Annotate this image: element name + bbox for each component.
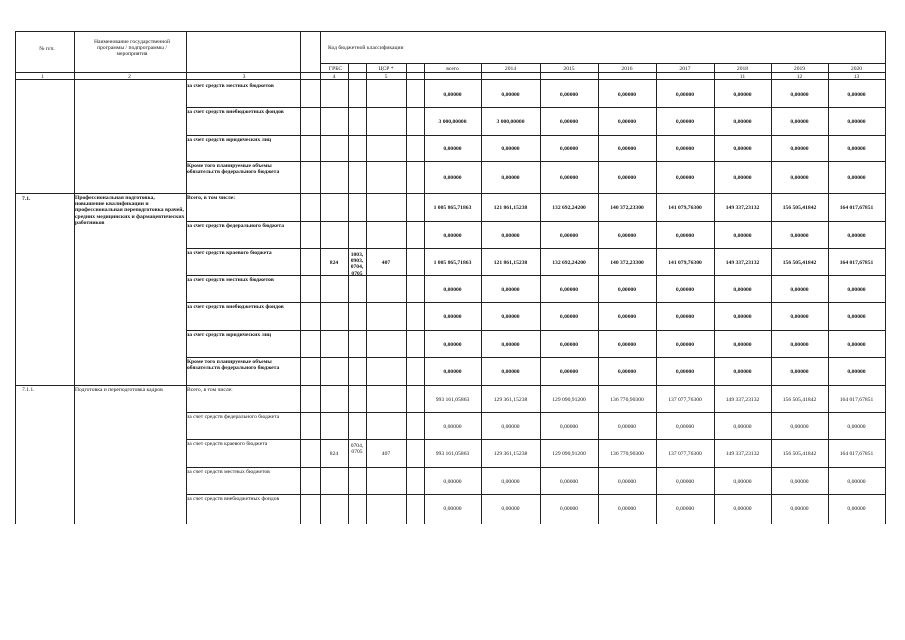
col-border-year (598, 63, 599, 524)
row-year-value: 0,00000 (501, 175, 520, 181)
row-year-value: 0,00000 (847, 506, 866, 512)
row-description: за счет средств краевого бюджета (187, 250, 272, 256)
row-year-value: 0,00000 (847, 287, 866, 293)
row-year-value: 0,00000 (790, 119, 809, 125)
row-year-value: 164 017,67851 (839, 451, 874, 457)
row-description: за счет средств юридических лиц (187, 137, 272, 143)
header-num: № п/п. (39, 46, 55, 52)
row-year-value: 0,00000 (733, 479, 752, 485)
row-total: 3 000,00000 (438, 119, 467, 125)
row-year-value: 0,00000 (847, 119, 866, 125)
row-separator (186, 357, 885, 358)
row-year-value: 0,00000 (847, 369, 866, 375)
row-year-value: 0,00000 (501, 287, 520, 293)
row-year-value: 0,00000 (847, 342, 866, 348)
row-year-value: 0,00000 (847, 479, 866, 485)
row-year-value: 121 861,15238 (493, 205, 528, 211)
row-year-value: 0,00000 (733, 92, 752, 98)
row-year-value: 0,00000 (559, 369, 579, 375)
row-year-value: 0,00000 (733, 424, 752, 430)
row-year-value: 0,00000 (559, 424, 579, 430)
col-border-code (348, 63, 349, 524)
row-rzpr: 1003, 0903, 0704, 0705 (350, 252, 364, 277)
row-year-value: 149 337,23132 (725, 205, 760, 211)
row-grbs: 824 (329, 451, 339, 457)
row-year-value: 149 337,23132 (725, 260, 760, 266)
row-year-value: 164 017,67851 (839, 397, 874, 403)
header-year-2014: 2014 (504, 66, 517, 72)
row-year-value: 0,00000 (559, 146, 579, 152)
row-total: 0,00000 (443, 369, 462, 375)
row-year-value: 0,00000 (559, 479, 579, 485)
row-total: 0,00000 (443, 342, 462, 348)
row-year-value: 0,00000 (675, 146, 695, 152)
row-year-value: 0,00000 (617, 369, 637, 375)
colnum-5: 5 (384, 74, 388, 80)
row-separator (186, 275, 885, 276)
row-year-value: 0,00000 (675, 287, 695, 293)
col-border-year (481, 63, 482, 524)
col-border-4 (300, 31, 301, 524)
row-year-value: 0,00000 (501, 92, 520, 98)
row-year-value: 0,00000 (617, 233, 637, 239)
row-year-value: 0,00000 (559, 287, 579, 293)
row-separator (15, 193, 885, 194)
row-year-value: 132 692,24200 (552, 205, 586, 211)
header-year-2018: 2018 (736, 66, 749, 72)
colnum-12: 12 (796, 74, 803, 80)
row-year-value: 0,00000 (559, 233, 579, 239)
row-year-value: 132 692,24200 (552, 260, 586, 266)
row-year-value: 3 000,00000 (496, 119, 525, 125)
row-year-value: 164 017,67851 (839, 205, 874, 211)
row-total: 0,00000 (443, 506, 462, 512)
row-description: Кроме того планируемые объемы обязательств федерального бюджета (187, 359, 280, 372)
row-year-value: 0,00000 (790, 479, 809, 485)
col-border-code (366, 63, 367, 524)
row-csr: 407 (381, 260, 391, 266)
row-separator (186, 439, 885, 440)
col-border-year (828, 63, 829, 524)
row-separator (186, 221, 885, 222)
row-year-value: 0,00000 (617, 92, 637, 98)
row-year-value: 0,00000 (559, 506, 579, 512)
row-year-value: 0,00000 (675, 233, 695, 239)
col-border-year (771, 63, 772, 524)
row-total: 993 161,05863 (435, 397, 470, 403)
row-year-value: 0,00000 (847, 175, 866, 181)
row-separator (186, 135, 885, 136)
row-year-value: 141 079,76300 (668, 260, 702, 266)
row-year-value: 0,00000 (847, 92, 866, 98)
row-year-value: 0,00000 (617, 314, 637, 320)
row-year-value: 0,00000 (733, 175, 752, 181)
row-year-value: 136 770,90300 (610, 397, 644, 403)
row-year-value: 0,00000 (501, 233, 520, 239)
row-year-value: 0,00000 (790, 146, 809, 152)
row-separator (186, 302, 885, 303)
row-total: 0,00000 (443, 314, 462, 320)
row-year-value: 0,00000 (501, 369, 520, 375)
row-year-value: 0,00000 (675, 424, 695, 430)
row-total: 1 005 865,71863 (433, 205, 472, 211)
row-year-value: 0,00000 (501, 479, 520, 485)
row-year-value: 0,00000 (675, 92, 695, 98)
row-year-value: 129 361,15238 (493, 397, 528, 403)
row-year-value: 0,00000 (733, 342, 752, 348)
row-total: 993 161,05863 (435, 451, 470, 457)
row-year-value: 0,00000 (559, 342, 579, 348)
row-year-value: 0,00000 (559, 314, 579, 320)
row-year-value: 149 337,23132 (725, 397, 760, 403)
row-description: за счет средств внебюджетных фондов (187, 496, 280, 502)
row-total: 0,00000 (443, 175, 462, 181)
row-csr: 407 (381, 451, 391, 457)
row-year-value: 0,00000 (617, 175, 637, 181)
row-year-value: 156 505,41842 (782, 451, 817, 457)
row-description: за счет средств местных бюджетов (187, 83, 274, 89)
header-year-2017: 2017 (679, 66, 691, 72)
row-year-value: 156 505,41842 (782, 260, 817, 266)
row-description: Всего, в том числе: (187, 195, 236, 201)
header-year-2019: 2019 (793, 66, 806, 72)
row-grbs: 824 (329, 260, 339, 266)
col-border-year (540, 63, 541, 524)
row-year-value: 0,00000 (733, 146, 752, 152)
row-year-value: 140 372,23300 (610, 260, 644, 266)
row-year-value: 164 017,67851 (839, 260, 874, 266)
header-year-2015: 2015 (563, 66, 575, 72)
row-separator (186, 467, 885, 468)
row-total: 0,00000 (443, 92, 462, 98)
row-year-value: 0,00000 (790, 175, 809, 181)
row-separator (186, 412, 885, 413)
colnum-13: 13 (853, 74, 860, 80)
colnum-4: 4 (332, 74, 336, 80)
row-year-value: 0,00000 (847, 233, 866, 239)
row-year-value: 0,00000 (675, 175, 695, 181)
row-year-value: 0,00000 (501, 314, 520, 320)
row-total: 0,00000 (443, 479, 462, 485)
col-border-year (714, 63, 715, 524)
row-year-value: 129 361,15238 (493, 451, 528, 457)
row-rzpr: 0704, 0705 (350, 443, 364, 456)
row-total: 0,00000 (443, 424, 462, 430)
colnum-11: 11 (739, 74, 746, 80)
row-year-value: 0,00000 (501, 506, 520, 512)
row-separator (186, 248, 885, 249)
row-separator (15, 385, 885, 386)
header-code-title: Код бюджетной классификации (328, 45, 404, 51)
row-year-value: 0,00000 (790, 287, 809, 293)
col-border-code (406, 63, 407, 524)
row-year-value: 0,00000 (847, 424, 866, 430)
row-year-value: 0,00000 (675, 314, 695, 320)
row-year-value: 0,00000 (733, 314, 752, 320)
table-top-border (15, 31, 885, 32)
row-description: за счет средств местных бюджетов (187, 469, 270, 475)
row-year-value: 129 090,91200 (552, 451, 586, 457)
group-num-7-1-1: 7.1.1. (22, 387, 35, 393)
row-total: 0,00000 (443, 146, 462, 152)
row-year-value: 0,00000 (790, 233, 809, 239)
row-year-value: 0,00000 (675, 506, 695, 512)
header-grbs: ГРБС (328, 66, 343, 72)
row-year-value: 0,00000 (617, 506, 637, 512)
row-year-value: 0,00000 (617, 424, 637, 430)
row-total: 0,00000 (443, 233, 462, 239)
row-year-value: 136 770,90300 (610, 451, 644, 457)
row-separator (186, 330, 885, 331)
col-border-5 (320, 31, 321, 524)
header-name: Наименование государственной программы / подпрограммы / мероприятия (93, 39, 171, 58)
subheader-line (320, 63, 885, 64)
row-description: Всего, в том числе: (187, 387, 233, 393)
row-year-value: 0,00000 (675, 342, 695, 348)
row-description: за счет средств краевого бюджета (187, 441, 268, 447)
row-separator (186, 107, 885, 108)
col-border-total (424, 63, 425, 524)
row-total: 1 005 865,71863 (433, 260, 472, 266)
row-year-value: 0,00000 (617, 287, 637, 293)
row-year-value: 0,00000 (617, 146, 637, 152)
row-year-value: 121 861,15238 (493, 260, 528, 266)
header-bottom-line (15, 72, 885, 73)
row-year-value: 0,00000 (501, 342, 520, 348)
row-year-value: 156 505,41842 (782, 397, 817, 403)
row-year-value: 156 505,41842 (782, 205, 817, 211)
row-description: за счет средств местных бюджетов (187, 277, 274, 283)
row-year-value: 0,00000 (733, 369, 752, 375)
row-year-value: 0,00000 (675, 479, 695, 485)
col-border-3 (186, 31, 187, 524)
col-border-2 (74, 31, 75, 524)
row-year-value: 0,00000 (617, 342, 637, 348)
row-year-value: 0,00000 (790, 369, 809, 375)
colnum-1: 1 (41, 74, 44, 80)
row-year-value: 0,00000 (790, 424, 809, 430)
row-year-value: 0,00000 (847, 314, 866, 320)
row-year-value: 0,00000 (559, 92, 579, 98)
row-year-value: 0,00000 (733, 119, 752, 125)
row-description: за счет средств внебюджетных фондов (187, 109, 284, 115)
row-year-value: 0,00000 (675, 369, 695, 375)
group-name-7-1-1: Подготовка и переподготовка кадров (75, 387, 163, 393)
header-total: всего (446, 66, 459, 72)
row-year-value: 149 337,23132 (725, 451, 760, 457)
header-year-2016: 2016 (621, 66, 633, 72)
row-description: за счет средств федерального бюджета (187, 414, 280, 420)
row-year-value: 0,00000 (790, 342, 809, 348)
row-separator (186, 494, 885, 495)
col-border-year (656, 63, 657, 524)
colnum-bottom-line (15, 79, 885, 80)
row-year-value: 0,00000 (617, 119, 637, 125)
row-year-value: 0,00000 (790, 92, 809, 98)
row-year-value: 0,00000 (733, 506, 752, 512)
row-year-value: 0,00000 (790, 506, 809, 512)
row-year-value: 0,00000 (675, 119, 695, 125)
row-year-value: 137 077,76300 (668, 397, 702, 403)
row-year-value: 140 372,23300 (610, 205, 644, 211)
row-year-value: 0,00000 (790, 314, 809, 320)
row-description: за счет средств внебюджетных фондов (187, 304, 284, 310)
row-separator (186, 161, 885, 162)
row-description: за счет средств федерального бюджета (187, 223, 284, 229)
row-year-value: 129 090,91200 (552, 397, 586, 403)
row-total: 0,00000 (443, 287, 462, 293)
row-year-value: 141 079,76300 (668, 205, 702, 211)
col-border-right (885, 31, 886, 524)
header-year-2020: 2020 (850, 66, 863, 72)
colnum-2: 2 (128, 74, 131, 80)
group-name-7-1: Профессиональная подготовка, повышение квалификации и профессиональная переподготовка врачей, средних медицинских и фармацевтических работников (75, 195, 185, 226)
row-year-value: 137 077,76300 (668, 451, 702, 457)
row-year-value: 0,00000 (847, 146, 866, 152)
row-year-value: 0,00000 (559, 175, 579, 181)
col-border-left (15, 31, 16, 524)
row-year-value: 0,00000 (501, 146, 520, 152)
row-description: Кроме того планируемые объемы обязательств федерального бюджета (187, 163, 280, 176)
row-year-value: 0,00000 (733, 233, 752, 239)
colnum-3: 3 (242, 74, 246, 80)
header-csr: ЦСР * (378, 66, 394, 72)
row-description: за счет средств юридических лиц (187, 332, 272, 338)
row-year-value: 0,00000 (617, 479, 637, 485)
row-year-value: 0,00000 (559, 119, 579, 125)
group-num-7-1: 7.1. (22, 196, 31, 202)
row-year-value: 0,00000 (733, 287, 752, 293)
row-year-value: 0,00000 (501, 424, 520, 430)
